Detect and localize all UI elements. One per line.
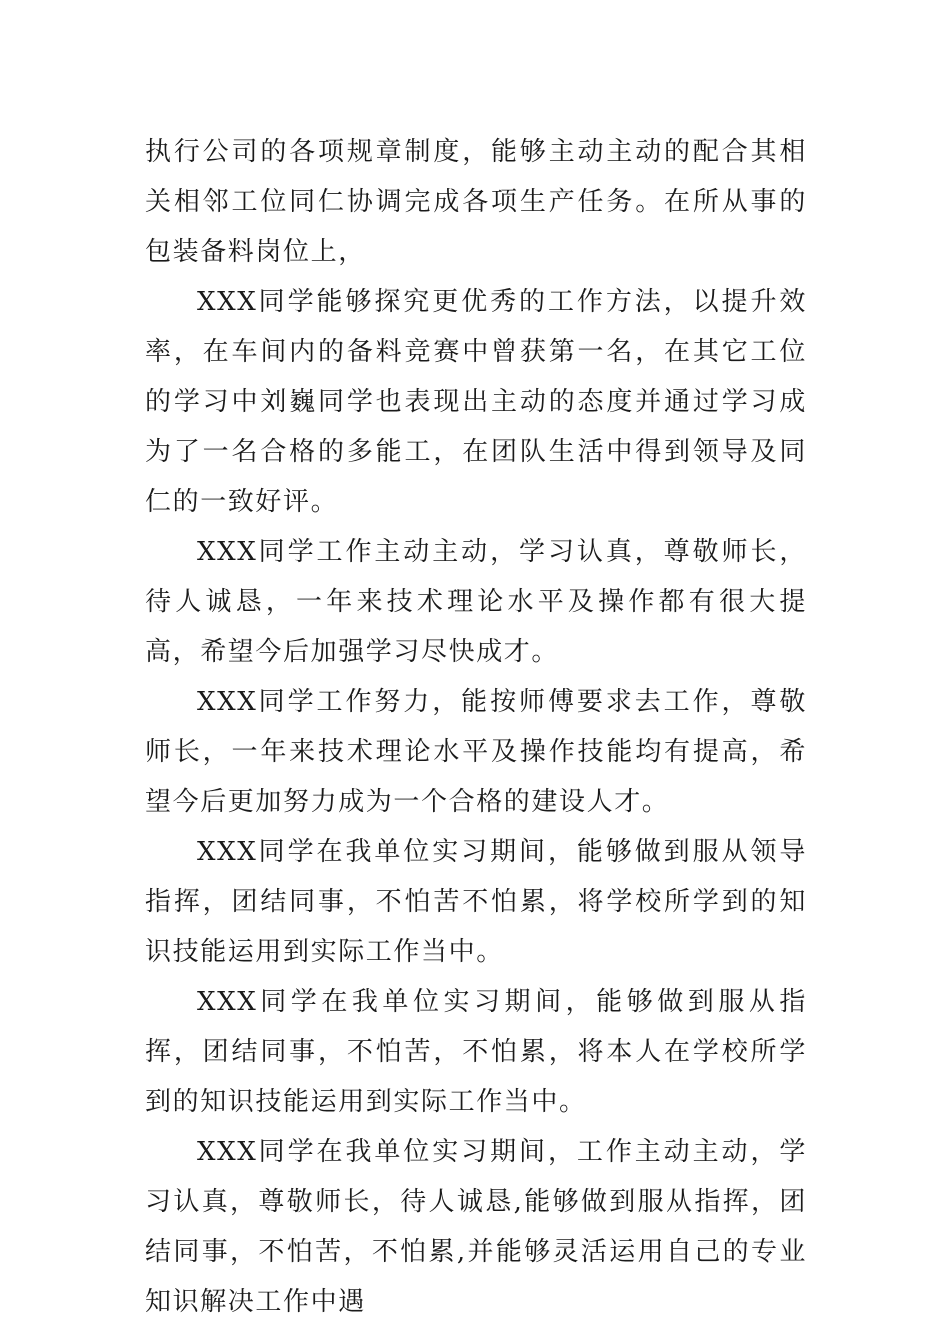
- paragraph-6: XXX同学在我单位实习期间，能够做到服从指挥，团结同事，不怕苦，不怕累，将本人在学校所学到的知识技能运用到实际工作当中。: [145, 987, 807, 1117]
- paragraph-4: XXX同学工作努力，能按师傅要求去工作，尊敬师长，一年来技术理论水平及操作技能均有提高，希望今后更加努力成为一个合格的建设人才。: [145, 687, 807, 817]
- document-body: [145, 127, 807, 1327]
- paragraph-1: 执行公司的各项规章制度，能够主动主动的配合其相关相邻工位同仁协调完成各项生产任务。在所从事的包装备料岗位上，: [145, 137, 807, 267]
- paragraph-2: XXX同学能够探究更优秀的工作方法，以提升效率，在车间内的备料竞赛中曾获第一名，在其它工位的学习中刘巍同学也表现出主动的态度并通过学习成为了一名合格的多能工，在团队生活中得到领导及同仁的一致好评。: [145, 287, 807, 517]
- paragraph-5: XXX同学在我单位实习期间，能够做到服从领导指挥，团结同事，不怕苦不怕累，将学校所学到的知识技能运用到实际工作当中。: [145, 837, 807, 967]
- paragraph-3: XXX同学工作主动主动，学习认真，尊敬师长，待人诚恳，一年来技术理论水平及操作都有很大提高，希望今后加强学习尽快成才。: [145, 537, 807, 667]
- paragraph-7: XXX同学在我单位实习期间，工作主动主动，学习认真，尊敬师长，待人诚恳,能够做到服从指挥，团结同事，不怕苦，不怕累,并能够灵活运用自己的专业知识解决工作中遇: [145, 1137, 807, 1317]
